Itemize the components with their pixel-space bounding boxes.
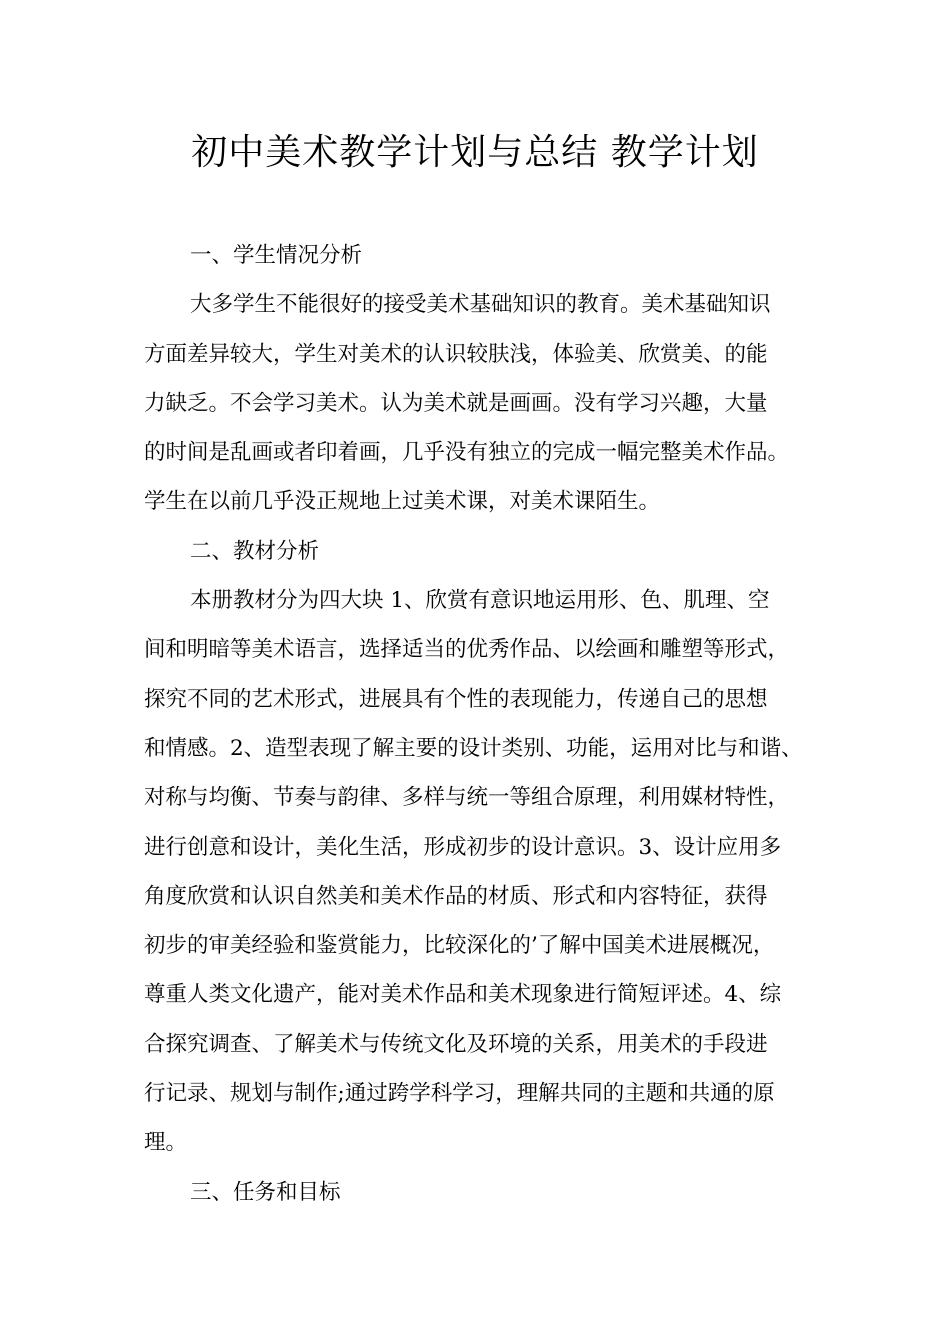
paragraph-line: 合探究调查、了解美术与传统文化及环境的关系，用美术的手段进 — [144, 1031, 768, 1057]
paragraph-line: 行记录、规划与制作;通过跨学科学习，理解共同的主题和共通的原 — [144, 1081, 775, 1107]
paragraph-line: 大多学生不能很好的接受美术基础知识的教育。美术基础知识 — [190, 292, 771, 318]
paragraph-line: 学生在以前几乎没正规地上过美术课，对美术课陌生。 — [144, 489, 661, 515]
paragraph-line: 理。 — [144, 1130, 188, 1156]
paragraph-line: 对称与均衡、节奏与韵律、多样与统一等组合原理，利用媒材特性， — [144, 785, 790, 811]
document-body — [144, 231, 832, 1217]
paragraph-line: 方面差异较大，学生对美术的认识较肤浅，体验美、欣赏美、的能 — [144, 341, 768, 367]
section-heading-student-analysis: 一、学生情况分析 — [190, 243, 363, 268]
paragraph-line: 尊重人类文化遗产，能对美术作品和美术现象进行简短评述。4、综 — [144, 982, 782, 1008]
paragraph-line: 本册教材分为四大块 1、欣赏有意识地运用形、色、肌理、空 — [190, 588, 770, 614]
paragraph-line: 进行创意和设计，美化生活，形成初步的设计意识。3、设计应用多 — [144, 834, 782, 860]
paragraph-line: 间和明暗等美术语言，选择适当的优秀作品、以绘画和雕塑等形式， — [144, 637, 790, 663]
paragraph-line: 探究不同的艺术形式，进展具有个性的表现能力，传递自己的思想 — [144, 686, 768, 712]
section-heading-tasks-goals: 三、任务和目标 — [190, 1179, 341, 1205]
paragraph-line: 的时间是乱画或者印着画，几乎没有独立的完成一幅完整美术作品。 — [144, 440, 790, 466]
paragraph-line: 角度欣赏和认识自然美和美术作品的材质、形式和内容特征，获得 — [144, 883, 768, 909]
paragraph-line: 和情感。2、造型表现了解主要的设计类别、功能，运用对比与和谐、 — [144, 735, 803, 761]
section-heading-textbook-analysis: 二、教材分析 — [190, 538, 320, 564]
paragraph-line: 力缺乏。不会学习美术。认为美术就是画画。没有学习兴趣，大量 — [144, 390, 768, 416]
paragraph-line: 初步的审美经验和鉴赏能力，比较深化的’了解中国美术进展概况， — [144, 933, 775, 959]
page-title: 初中美术教学计划与总结 教学计划 — [191, 132, 759, 173]
